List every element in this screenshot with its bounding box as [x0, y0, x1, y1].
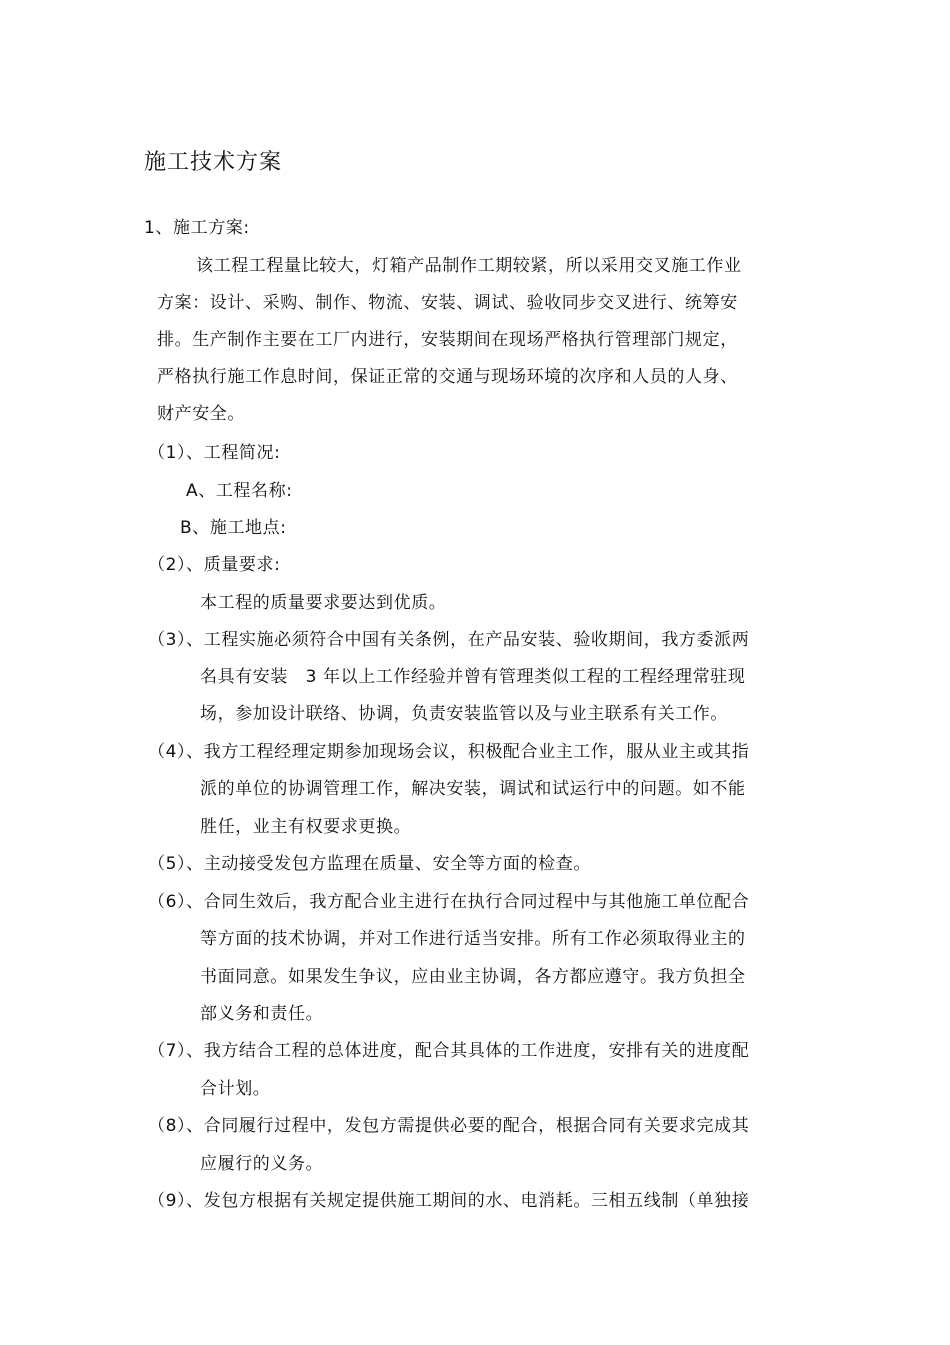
item-3-line-1: （3）、工程实施必须符合中国有关条例，在产品安装、验收期间，我方委派两 [148, 630, 750, 650]
item-2-heading: （2）、质量要求: [148, 555, 281, 575]
item-1-b: B、施工地点: [180, 518, 287, 538]
document-title: 施工技术方案 [144, 150, 283, 175]
intro-line-5: 财产安全。 [157, 404, 245, 424]
item-4-line-2: 派的单位的协调管理工作，解决安装，调试和试运行中的问题。如不能 [200, 779, 746, 799]
item-7-line-2: 合计划。 [200, 1079, 271, 1099]
item-6-line-3: 书面同意。如果发生争议，应由业主协调，各方都应遵守。我方负担全 [200, 967, 746, 987]
section-heading: 1、施工方案: [144, 218, 250, 238]
item-4-line-1: （4）、我方工程经理定期参加现场会议，积极配合业主工作，服从业主或其指 [148, 742, 750, 762]
item-9-line-1: （9）、发包方根据有关规定提供施工期间的水、电消耗。三相五线制（单独接 [148, 1191, 750, 1211]
item-8-line-1: （8）、合同履行过程中，发包方需提供必要的配合，根据合同有关要求完成其 [148, 1116, 750, 1136]
item-6-line-2: 等方面的技术协调，并对工作进行适当安排。所有工作必须取得业主的 [200, 929, 746, 949]
intro-line-4: 严格执行施工作息时间，保证正常的交通与现场环境的次序和人员的人身、 [157, 367, 738, 387]
item-6-line-1: （6）、合同生效后，我方配合业主进行在执行合同过程中与其他施工单位配合 [148, 892, 750, 912]
item-6-line-4: 部义务和责任。 [200, 1004, 324, 1024]
item-8-line-2: 应履行的义务。 [200, 1154, 324, 1174]
item-2-text: 本工程的质量要求要达到优质。 [200, 593, 447, 613]
item-1-a: A、工程名称: [186, 481, 293, 501]
item-3-line-3: 场，参加设计联络、协调，负责安装监管以及与业主联系有关工作。 [200, 704, 728, 724]
item-5-line-1: （5）、主动接受发包方监理在质量、安全等方面的检查。 [148, 854, 591, 874]
intro-line-2: 方案：设计、采购、制作、物流、安装、调试、验收同步交叉进行、统筹安 [157, 293, 738, 313]
item-1-heading: （1）、工程简况: [148, 443, 281, 463]
intro-line-3: 排。生产制作主要在工厂内进行，安装期间在现场严格执行管理部门规定， [157, 330, 738, 350]
item-3-line-2: 名具有安装 3 年以上工作经验并曾有管理类似工程的工程经理常驻现 [200, 667, 746, 687]
item-4-line-3: 胜任，业主有权要求更换。 [200, 817, 412, 837]
item-7-line-1: （7）、我方结合工程的总体进度，配合其具体的工作进度，安排有关的进度配 [148, 1041, 750, 1061]
intro-line-1: 该工程工程量比较大，灯箱产品制作工期较紧，所以采用交叉施工作业 [196, 256, 742, 276]
